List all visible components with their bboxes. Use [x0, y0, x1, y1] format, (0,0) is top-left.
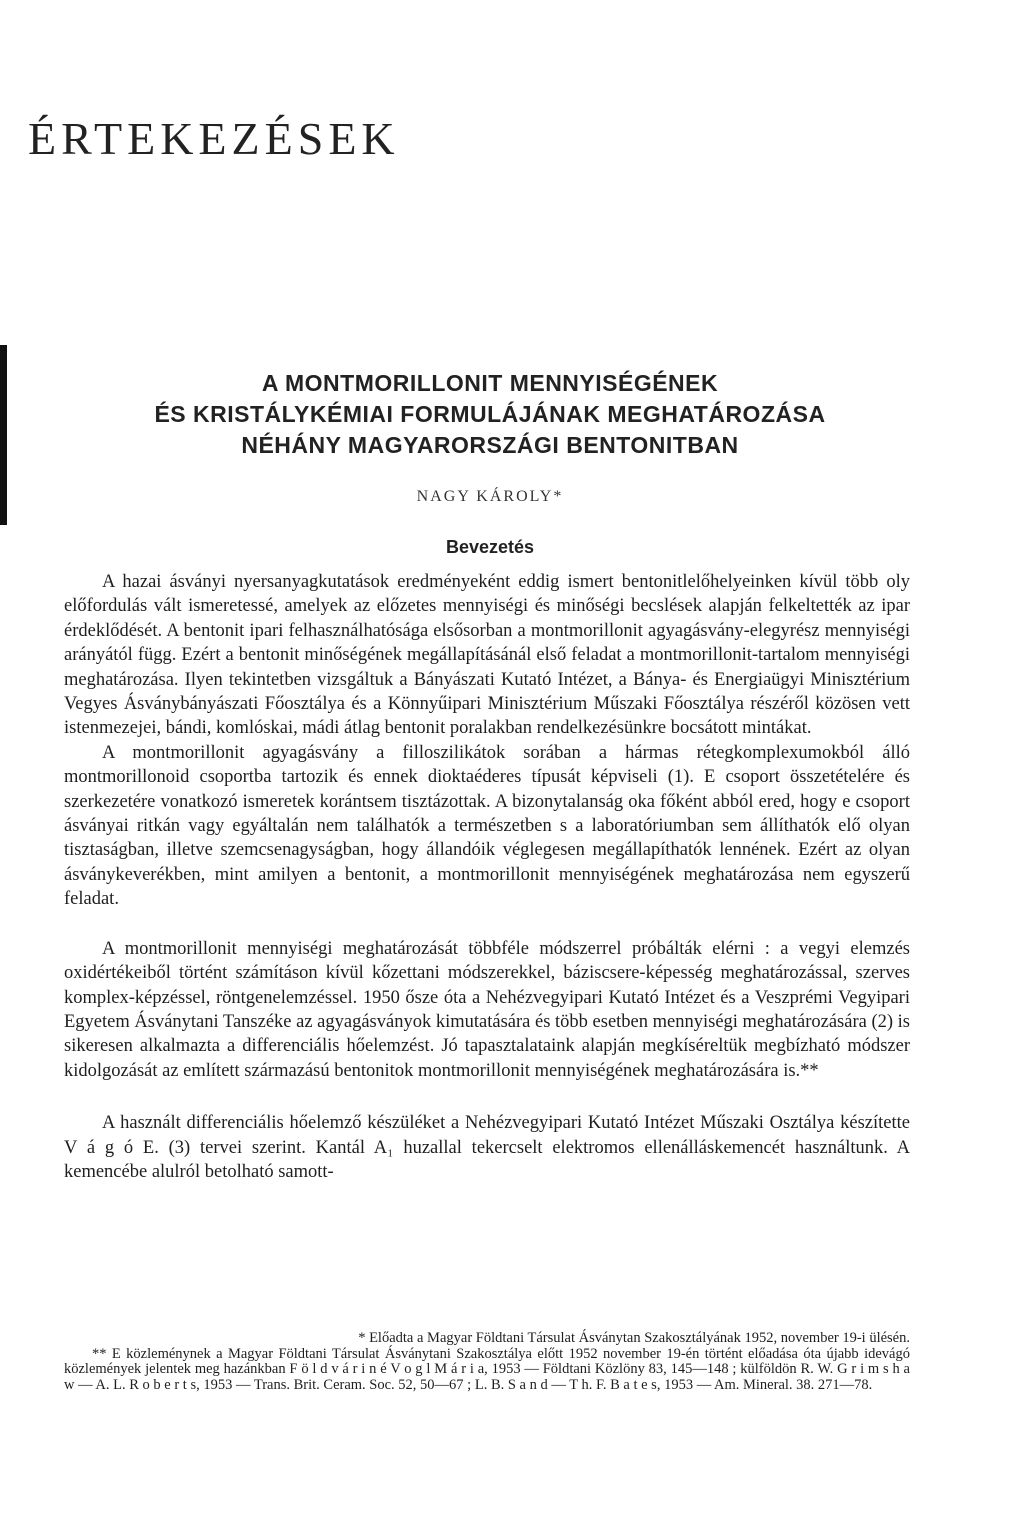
footnotes — [64, 1331, 910, 1393]
scan-edge-mark — [0, 345, 7, 525]
paragraph: A montmorillonit mennyiségi meghatározását többféle módszerrel próbálták elérni : a vegyi elemzés oxidértékeiből történt számításon kívül kőzettani módszerekkel, báziscsere-képesség meghatározással, szerves komplex-képzéssel, röntgenelemzéssel. 1950 ősze óta a Nehézvegyipari Kutató Intézet és a Veszprémi Vegyipari Egyetem Ásványtani Tanszéke az agyagásványok kimutatására és több esetben mennyiségi meghatározására (2) is sikeresen alkalmazta a differenciális hőelemzést. Jó tapasztalataink alapján megkíséreltük megbízható módszer kidolgozását az említett származású bentonitok montmorillonit mennyiségének meghatározására is.** — [64, 938, 910, 1081]
paragraph: A hazai ásványi nyersanyagkutatások eredményeként eddig ismert bentonitlelőhelyeinken kívül több oly előfordulás vált ismeretessé, amelyek az előzetes mennyiségi és minőségi becslések alapján felkeltették az ipar érdeklődését. A bentonit ipari felhasználhatósága elsősorban a montmorillonit agyagásvány-elegyrész mennyiségi arányától függ. Ezért a bentonit minőségének megállapításánál első feladat a montmorillonit-tartalom mennyiségi meghatározása. Ilyen tekintetben vizsgáltuk a Bányászati Kutató Intézet, a Bánya- és Energiaügyi Minisztérium Vegyes Ásványbányászati Főosztálya és a Könnyűipari Minisztérium Műszaki Főosztálya részéről közösen vett istenmezejei, bándi, komlóskai, mádi átlag bentonit poralakban rendelkezésünkre bocsátott mintákat. — [64, 572, 910, 739]
paragraph: A montmorillonit agyagásvány a filloszilikátok sorában a hármas rétegkomplexumokból álló montmorillonoid csoportba tartozik és ennek dioktaéderes típusát képviseli (1). E csoport összetételére és szerkezetére vonatkozó ismeretek korántsem tisztázottak. A bizonytalanság oka főként abból ered, hogy e csoport ásványai ritkán vagy egyáltalán nem találhatók a természetben s a laboratóriumban sem állíthatók elő olyan tisztaságban, illetve szemcsenagyságban, hogy állandóik véglegesen megállapíthatók lennének. Ezért az olyan ásványkeverékben, mint amilyen a bentonit, a montmorillonit mennyiségének meghatározása nem egyszerű feladat. — [64, 742, 910, 910]
paragraph: A használt differenciális hőelemző készüléket a Nehézvegyipari Kutató Intézet Műszaki Osztálya készítette V á g ó E. (3) tervei szerint. Kantál A₁ huzallal tekercselt elektromos ellenálláskemencét használtunk. A kemencébe alulról betolható samott- — [64, 1113, 910, 1182]
title-line: ÉS KRISTÁLYKÉMIAI FORMULÁJÁNAK MEGHATÁROZÁSA — [154, 401, 826, 427]
author-name: NAGY KÁROLY* — [416, 488, 564, 505]
footnote: * Előadta a Magyar Földtani Társulat Ásványtan Szakosztályának 1952, november 19-i ülésén. — [358, 1330, 910, 1346]
section-title: ÉRTEKEZÉSEK — [28, 113, 400, 164]
title-line: A MONTMORILLONIT MENNYISÉGÉNEK — [261, 370, 719, 396]
footnote: ** E közleménynek a Magyar Földtani Társulat Ásványtani Szakosztálya előtt 1952 november 19-én történt előadása óta újabb idevágó közlemények jelentek meg hazánkban F ö l d v á r i n é V o g l M á r i a, 1953 — Földtani Közlöny 83, 145—148 ; külföldön R. W. G r i m s h a w — A. L. R o b e r t s, 1953 — Trans. Brit. Ceram. Soc. 52, 50—67 ; L. B. S a n d — T h. F. B a t e s, 1953 — Am. Mineral. 38. 271—78. — [64, 1345, 910, 1393]
title-line: NÉHÁNY MAGYARORSZÁGI BENTONITBAN — [241, 432, 739, 458]
section-heading: Bevezetés — [445, 537, 535, 557]
body-text — [64, 570, 910, 1184]
article-title — [60, 368, 920, 461]
